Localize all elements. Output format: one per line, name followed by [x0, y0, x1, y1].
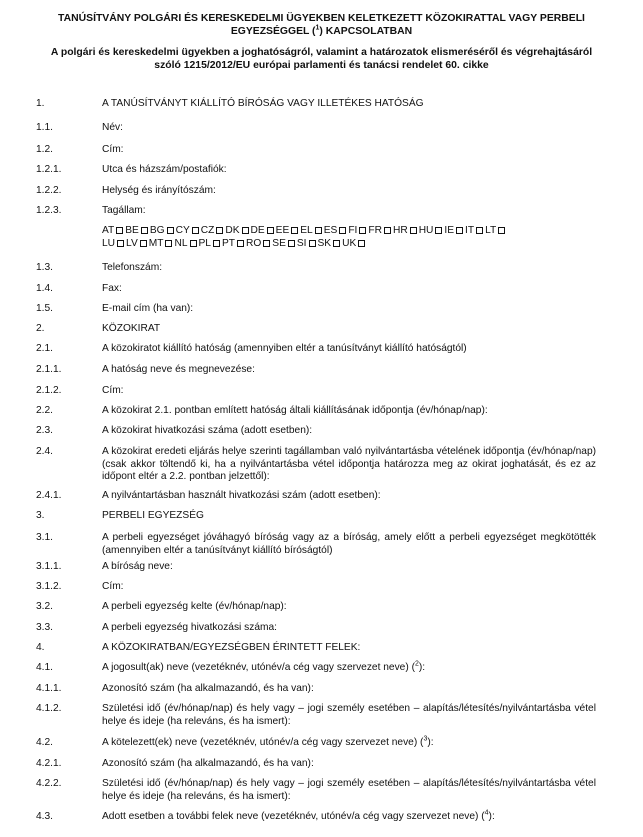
item-label: Cím:: [102, 581, 124, 592]
item-number: 2.: [36, 323, 45, 334]
member-state-checkbox[interactable]: [117, 240, 124, 247]
item-number: 4.1.: [36, 662, 53, 673]
item-number: 2.1.2.: [36, 385, 62, 396]
member-state-code: BE: [125, 225, 139, 236]
item-label: A jogosult(ak) neve (vezetéknév, utónév/a cég vagy szervezet neve) ($^2$):: [102, 660, 426, 673]
item-label: KÖZOKIRAT: [102, 323, 161, 334]
member-state-code: FR: [368, 225, 382, 236]
member-state-code: RO: [246, 238, 262, 249]
item-label: Fax:: [102, 283, 122, 294]
item-label: Cím:: [102, 144, 124, 155]
member-state-checkbox[interactable]: [237, 240, 244, 247]
member-state-code: ES: [323, 225, 338, 236]
member-state-code: SE: [272, 238, 286, 249]
item-number: 3.3.: [36, 622, 53, 633]
item-number: 3.: [36, 510, 45, 521]
member-state-checkbox[interactable]: [267, 227, 274, 234]
member-state-checkbox[interactable]: [192, 227, 199, 234]
member-state-code: PT: [221, 238, 235, 249]
item-label: PERBELI EGYEZSÉG: [102, 510, 204, 521]
footnote-ref: 1: [315, 24, 320, 32]
item-label: A közokiratot kiállító hatóság (amennyiben eltér a tanúsítványt kiállító hatóságtól): [102, 343, 467, 354]
member-state-code: EL: [300, 225, 313, 236]
member-state-code: EE: [275, 225, 290, 236]
member-state-code: LT: [485, 225, 497, 236]
member-state-checkbox[interactable]: [315, 227, 322, 234]
member-state-checkbox[interactable]: [498, 227, 505, 234]
member-state-code: NL: [174, 238, 188, 249]
member-state-checkbox[interactable]: [190, 240, 197, 247]
item-label: Azonosító szám (ha alkalmazandó, és ha van):: [102, 683, 314, 694]
item-label: A közokirat eredeti eljárás helye szerinti tagállamban való nyilvántartásba vételének időpontja (év/hónap/nap)(csak akkor töltendő ki, ha a nyilvántartásba vétel időpontja határozza meg az okirat joghatását, és ez az időpont eltér a 2.2. pontban jelzettől):: [102, 446, 596, 482]
item-number: 4.: [36, 642, 45, 653]
member-state-code: IE: [444, 225, 455, 236]
item-number: 4.2.: [36, 737, 53, 748]
member-state-code: CZ: [200, 225, 215, 236]
member-state-checkbox[interactable]: [242, 227, 249, 234]
item-number: 2.3.: [36, 425, 53, 436]
item-label: A perbeli egyezség hivatkozási száma:: [102, 622, 277, 633]
item-number: 1.2.: [36, 144, 53, 155]
item-number: 3.1.: [36, 532, 53, 543]
item-number: 1.5.: [36, 303, 53, 314]
member-state-code: HR: [392, 225, 408, 236]
item-number: 2.2.: [36, 405, 53, 416]
item-number: 1.1.: [36, 122, 53, 133]
member-state-checkbox[interactable]: [288, 240, 295, 247]
item-number: 4.1.1.: [36, 683, 62, 694]
item-number: 1.2.3.: [36, 205, 62, 216]
footnote-ref: 2: [414, 660, 419, 668]
member-state-code: SK: [317, 238, 332, 249]
item-number: 3.2.: [36, 601, 53, 612]
member-state-checkbox[interactable]: [291, 227, 298, 234]
member-state-checkbox[interactable]: [384, 227, 391, 234]
item-label: E-mail cím (ha van):: [102, 303, 194, 314]
item-label: A TANÚSÍTVÁNYT KIÁLLÍTÓ BÍRÓSÁG VAGY ILLETÉKES HATÓSÁG: [102, 98, 424, 109]
item-number: 1.4.: [36, 283, 53, 294]
item-label: A KÖZOKIRATBAN/EGYEZSÉGBEN ÉRINTETT FELEK:: [102, 642, 361, 653]
item-label: A bíróság neve:: [102, 561, 173, 572]
member-state-checkbox[interactable]: [216, 227, 223, 234]
footnote-ref: 3: [423, 735, 428, 743]
member-state-code: LV: [126, 238, 138, 249]
member-state-checkbox[interactable]: [359, 227, 366, 234]
member-state-checkbox[interactable]: [165, 240, 172, 247]
member-state-code: UK: [342, 238, 357, 249]
member-state-code: IT: [465, 225, 475, 236]
member-state-code: AT: [102, 225, 115, 236]
member-state-code: HU: [418, 225, 434, 236]
item-label: A perbeli egyezséget jóváhagyó bíróság vagy az a bíróság, amely előtt a perbeli egyezséget megkötötték (amennyiben eltér a tanúsítványt kiállító bíróságtól): [102, 532, 596, 556]
item-number: 2.4.1.: [36, 490, 62, 501]
item-number: 4.3.: [36, 811, 53, 822]
item-number: 1.: [36, 98, 45, 109]
member-state-checkbox[interactable]: [476, 227, 483, 234]
item-label: A közokirat 2.1. pontban említett hatóság általi kiállításának időpontja (év/hónap/nap):: [102, 405, 488, 416]
member-state-code: FI: [348, 225, 358, 236]
document-title: TANÚSÍTVÁNY POLGÁRI ÉS KERESKEDELMI ÜGYEKBEN KELETKEZETT KÖZOKIRATTAL VAGY PERBELI EGYEZSÉGGEL ($^1$) KAPCSOLATBAN: [58, 13, 585, 37]
item-label: A nyilvántartásban használt hivatkozási szám (adott esetben):: [102, 490, 381, 501]
member-state-checkbox[interactable]: [141, 227, 148, 234]
item-label: Születési idő (év/hónap/nap) és hely vagy – jogi személy esetében – alapítás/létesítés/nyilvántartásba vétel helye és ideje (ha releváns, és ha ismert):: [102, 778, 596, 802]
member-state-code: BG: [149, 225, 165, 236]
item-label: Telefonszám:: [102, 262, 163, 273]
item-number: 1.2.2.: [36, 185, 62, 196]
item-label: Születési idő (év/hónap/nap) és hely vagy – jogi személy esetében – alapítás/létesítés/nyilvántartásba vétel helye és ideje (ha releváns, és ha ismert):: [102, 703, 596, 727]
item-label: Tagállam:: [102, 205, 146, 216]
member-state-checkbox[interactable]: [339, 227, 346, 234]
document-subtitle: A polgári és kereskedelmi ügyekben a joghatóságról, valamint a határozatok elismeréséről és végrehajtásáról szóló 1215/2012/EU európai parlamenti és tanácsi rendelet 60. cikke: [50, 47, 593, 71]
item-number: 3.1.1.: [36, 561, 62, 572]
member-state-checkbox[interactable]: [263, 240, 270, 247]
item-number: 2.1.: [36, 343, 53, 354]
item-label: A hatóság neve és megnevezése:: [102, 364, 255, 375]
member-state-checkbox[interactable]: [167, 227, 174, 234]
item-number: 2.4.: [36, 446, 53, 457]
member-state-checkbox[interactable]: [213, 240, 220, 247]
member-state-code: MT: [148, 238, 164, 249]
item-label: Adott esetben a további felek neve (vezetéknév, utónév/a cég vagy szervezet neve) ($^4$):: [102, 809, 495, 822]
member-state-checkbox[interactable]: [358, 240, 365, 247]
item-number: 2.1.1.: [36, 364, 62, 375]
member-state-code: DK: [225, 225, 240, 236]
member-state-checkbox[interactable]: [333, 240, 340, 247]
member-state-checkbox[interactable]: [456, 227, 463, 234]
member-state-checkbox[interactable]: [435, 227, 442, 234]
member-state-checkbox[interactable]: [410, 227, 417, 234]
member-state-checkbox[interactable]: [116, 227, 123, 234]
member-state-checkbox[interactable]: [140, 240, 147, 247]
item-number: 1.2.1.: [36, 164, 62, 175]
member-state-code: CY: [175, 225, 190, 236]
item-label: A közokirat hivatkozási száma (adott esetben):: [102, 425, 313, 436]
item-label: Név:: [102, 122, 123, 133]
member-state-code: DE: [250, 225, 265, 236]
item-number: 1.3.: [36, 262, 53, 273]
item-number: 4.1.2.: [36, 703, 62, 714]
item-label: Helység és irányítószám:: [102, 185, 216, 196]
item-label: A perbeli egyezség kelte (év/hónap/nap):: [102, 601, 287, 612]
member-state-code: PL: [198, 238, 211, 249]
footnote-ref: 4: [484, 809, 489, 817]
item-label: Azonosító szám (ha alkalmazandó, és ha van):: [102, 758, 314, 769]
member-state-checkbox[interactable]: [309, 240, 316, 247]
item-label: Cím:: [102, 385, 124, 396]
member-state-code: LU: [102, 238, 116, 249]
item-number: 4.2.2.: [36, 778, 62, 789]
member-state-code: SI: [296, 238, 307, 249]
item-label: Utca és házszám/postafiók:: [102, 164, 227, 175]
item-label: A kötelezett(ek) neve (vezetéknév, utónév/a cég vagy szervezet neve) ($^3$):: [102, 735, 434, 748]
item-number: 4.2.1.: [36, 758, 62, 769]
item-number: 3.1.2.: [36, 581, 62, 592]
